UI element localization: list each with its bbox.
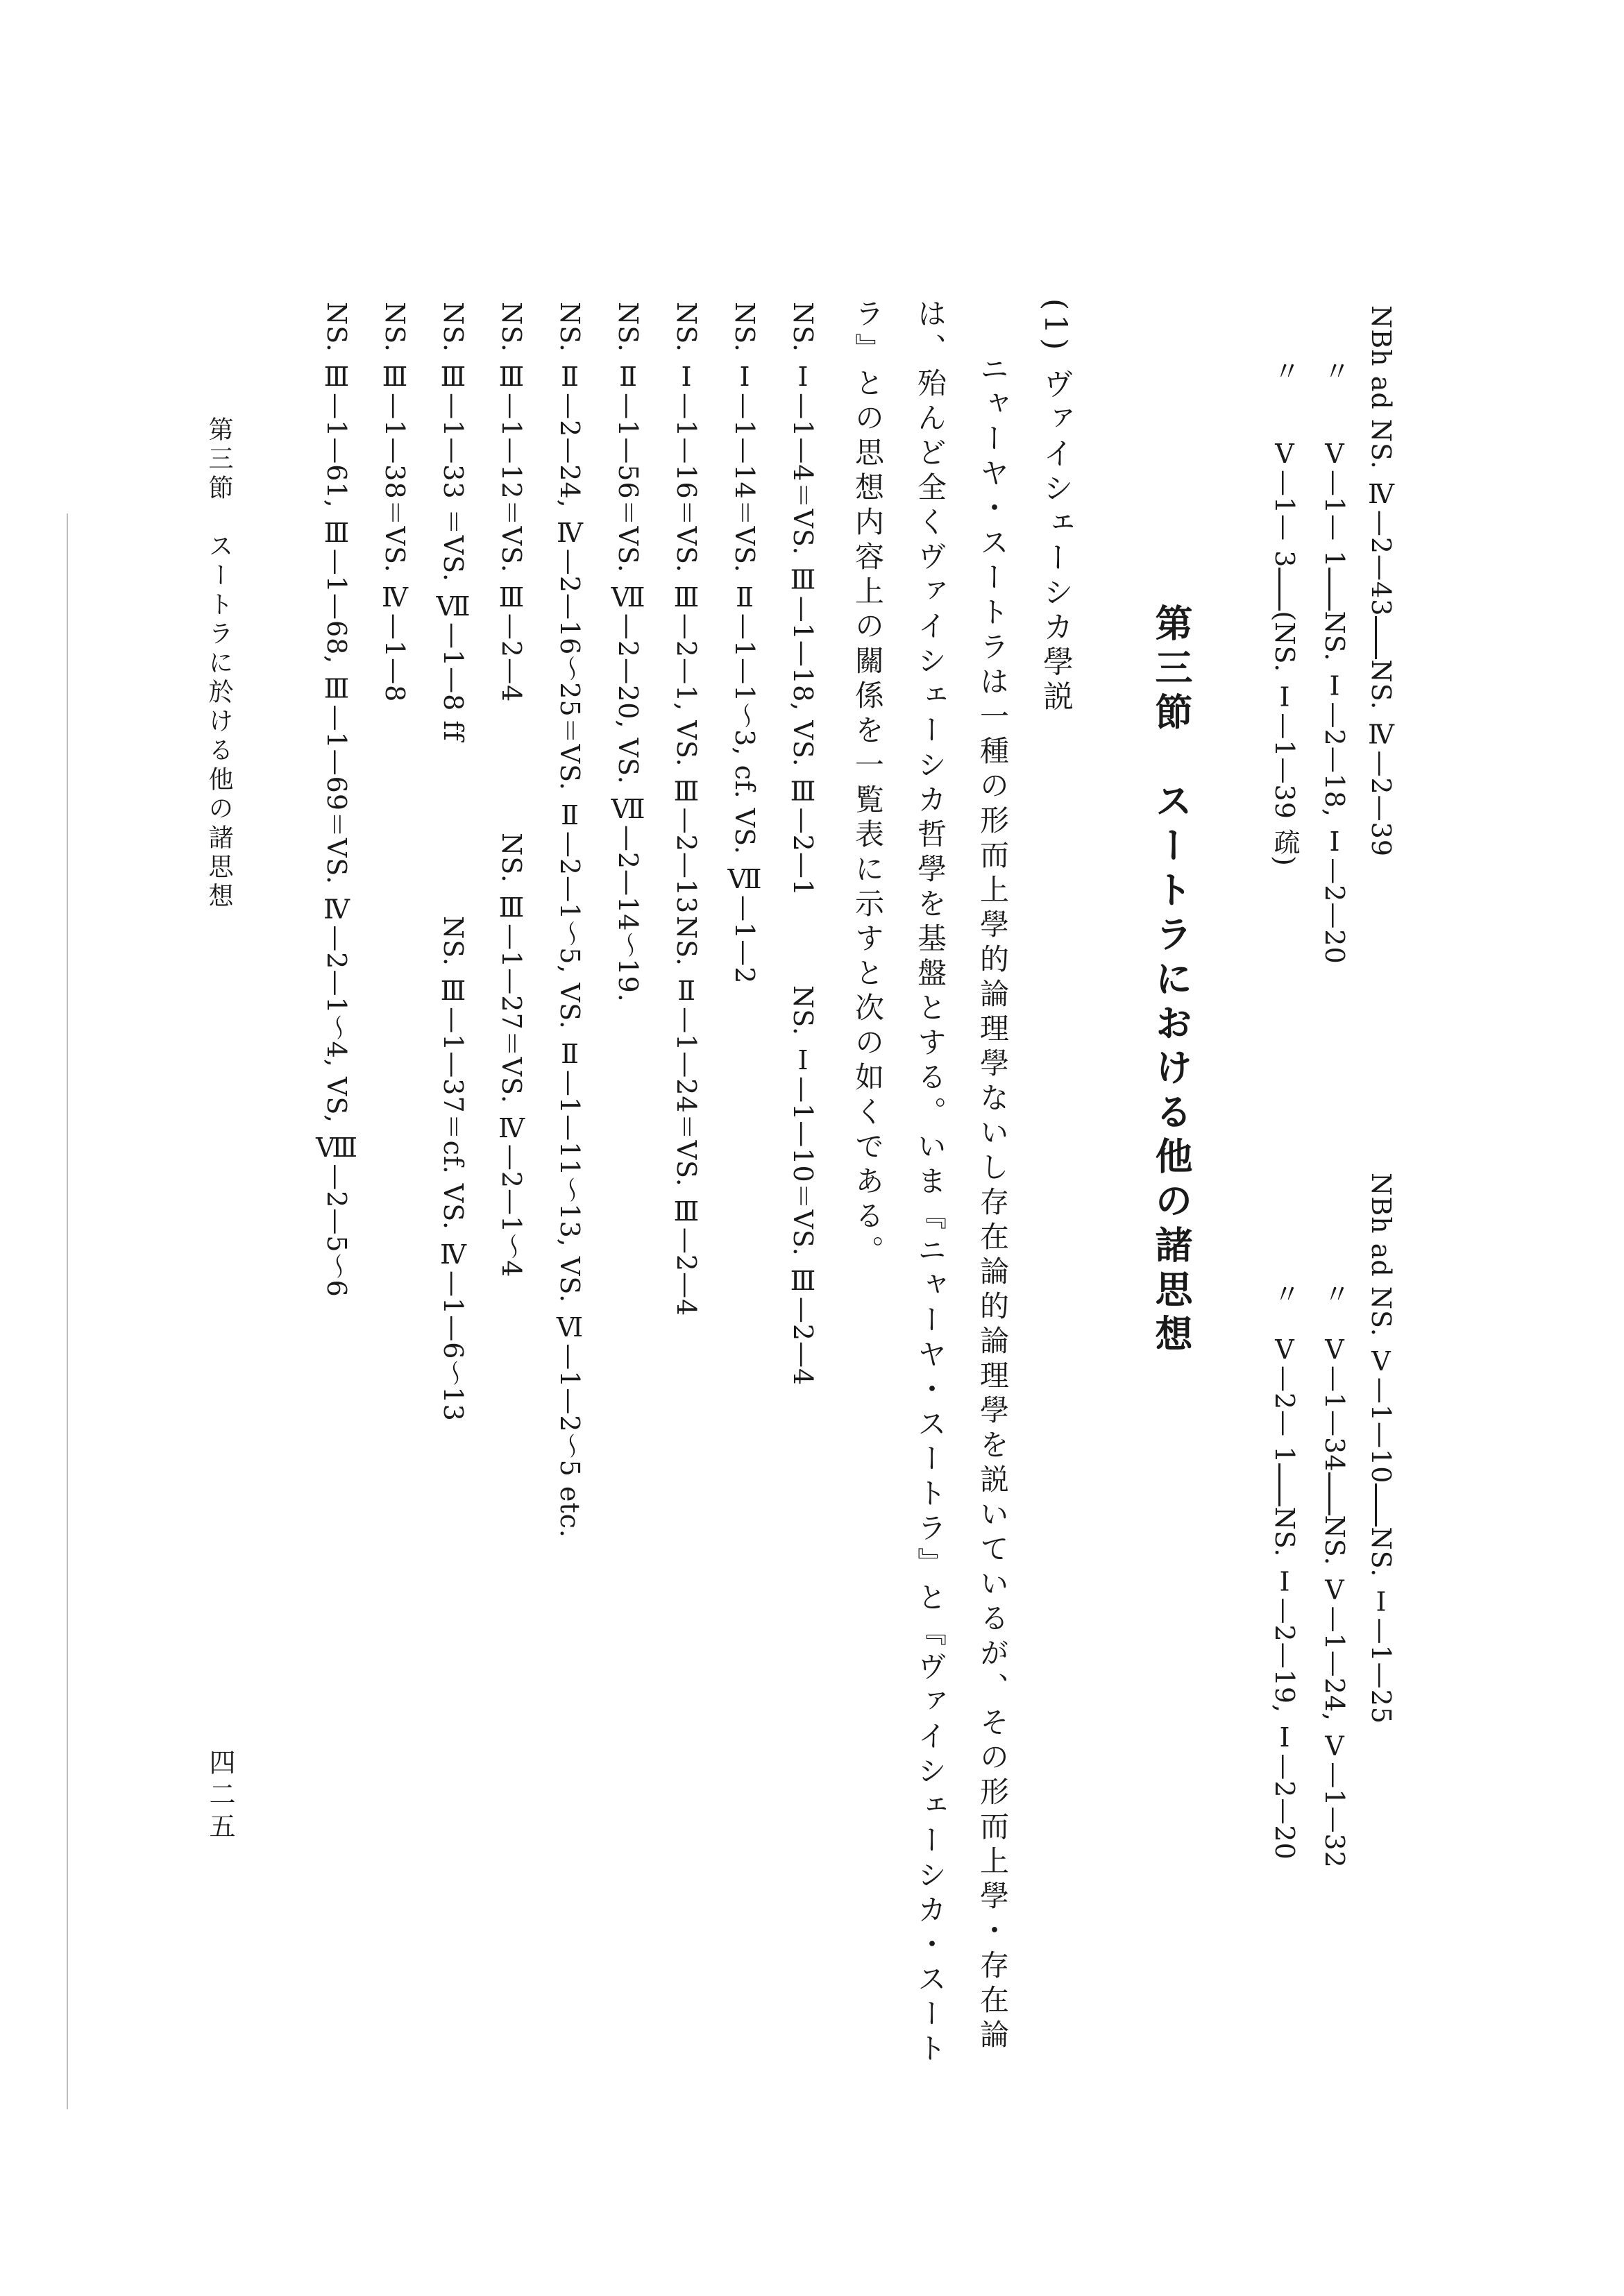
ref-right: NS. Ⅰ—2—18, Ⅰ—2—20	[1319, 611, 1350, 964]
ref-right: NS. Ⅳ—2—39	[1366, 659, 1396, 858]
ref-column-3	[1266, 357, 1304, 867]
table-row: NS. Ⅲ—1—38＝VS. Ⅳ—1—8	[380, 302, 410, 703]
ref-divider	[1375, 616, 1401, 659]
paragraph-line-3: ラ』との思想内容上の關係を一覧表に示すと次の如くである。	[851, 298, 885, 1270]
table-row: NS. Ⅲ—1—33 ＝VS. Ⅶ—1—8 ff	[438, 302, 468, 742]
table-row: NS. Ⅰ—1—4＝VS. Ⅲ—1—18, VS. Ⅲ—2—1	[788, 302, 818, 897]
running-head: 第三節 スートラに於ける他の諸思想	[205, 416, 233, 912]
ref-divider	[1278, 568, 1304, 611]
ref-right: (NS. Ⅰ—1—39 疏)	[1269, 611, 1300, 867]
table-row: NS. Ⅱ—1—24＝VS. Ⅲ—2—4	[671, 916, 702, 1317]
ref-right: NS. Ⅰ—1—25	[1366, 1527, 1396, 1725]
ref-column-3b	[1266, 1280, 1304, 1860]
table-row: NS. Ⅱ—1—56＝VS. Ⅶ—2—20, VS. Ⅶ—2—14～19.	[613, 302, 643, 1003]
ref-left: 〃 Ⅴ—1— 3	[1269, 357, 1300, 568]
ref-left: 〃 Ⅴ—1—34	[1319, 1280, 1350, 1472]
subsection-title: (1) ヴァイシェーシカ學説	[1038, 298, 1073, 715]
section-title: 第三節 スートラにおける他の諸思想	[1149, 604, 1194, 1359]
ref-left: NBh ad NS. Ⅳ—2—43	[1366, 305, 1396, 617]
ref-divider	[1328, 568, 1354, 611]
table-row: NS. Ⅰ—1—10＝VS. Ⅲ—2—4	[788, 985, 818, 1386]
paragraph-line-2: は、殆んど全くヴァイシェーシカ哲學を基盤とする。いま『ニャーヤ・スートラ』と『ヴァイシェーシカ・スート	[913, 298, 947, 2068]
ref-left: 〃 Ⅴ—1— 1	[1319, 357, 1350, 568]
ref-left: NBh ad NS. Ⅴ—1—10	[1366, 1173, 1396, 1484]
ref-divider	[1278, 1463, 1304, 1506]
table-row: NS. Ⅱ—2—24, Ⅳ—2—16～25＝VS. Ⅱ—2—1～5, VS. Ⅱ—1—11～13, VS. Ⅵ—1—2～5 etc.	[555, 302, 585, 1538]
scan-edge-mark	[67, 513, 68, 2109]
table-row: NS. Ⅲ—1—37＝cf. VS. Ⅳ—1—6～13	[438, 916, 468, 1422]
table-row: NS. Ⅰ—1—16＝VS. Ⅲ—2—1, VS. Ⅲ—2—13	[671, 302, 702, 915]
table-row: NS. Ⅲ—1—12＝VS. Ⅲ—2—4	[496, 302, 527, 703]
paragraph-line-1: ニャーヤ・スートラは一種の形而上學的論理學ないし存在論的論理學を説いているが、その形而上學・存在論	[976, 354, 1010, 2054]
ref-divider	[1328, 1472, 1354, 1515]
ref-column-1b	[1366, 1173, 1401, 1724]
table-row: NS. Ⅰ—1—14＝VS. Ⅱ—1—1～3, cf. VS. Ⅶ—1—2	[729, 302, 760, 985]
table-row: NS. Ⅲ—1—61, Ⅲ—1—68, Ⅲ—1—69＝VS. Ⅳ—2—1～4, VS, Ⅷ—2—5～6	[321, 302, 352, 1298]
ref-right: NS. Ⅰ—2—19, Ⅰ—2—20	[1269, 1506, 1300, 1860]
ref-left: 〃 Ⅴ—2— 1	[1269, 1280, 1300, 1464]
ref-column-1	[1366, 305, 1401, 857]
table-row: NS. Ⅲ—1—27＝VS. Ⅳ—2—1～4	[496, 833, 527, 1278]
ref-divider	[1375, 1483, 1401, 1527]
ref-column-2	[1316, 357, 1354, 964]
page-number: 四二五	[205, 1749, 235, 1844]
ref-right: NS. Ⅴ—1—24, Ⅴ—1—32	[1319, 1515, 1350, 1869]
ref-column-2b	[1316, 1280, 1354, 1869]
